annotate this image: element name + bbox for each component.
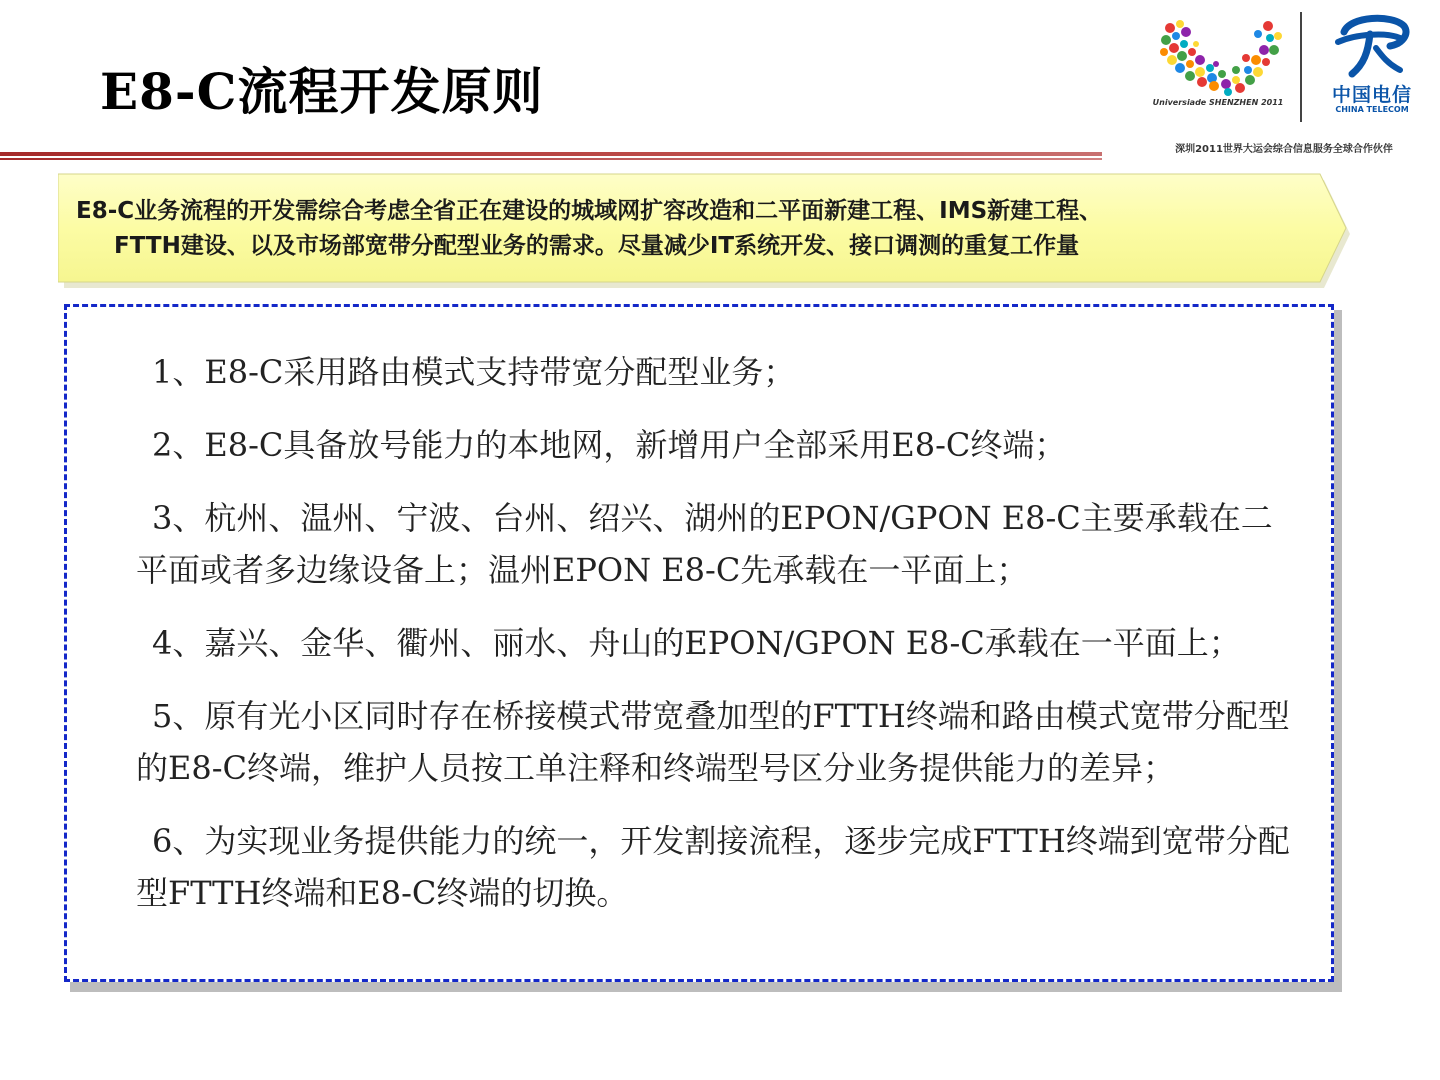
header-divider xyxy=(0,152,1102,156)
principle-item-4: 4、嘉兴、金华、衢州、丽水、舟山的EPON/GPON E8-C承载在一平面上； xyxy=(152,624,1241,662)
china-telecom-logo-icon xyxy=(1330,12,1414,80)
slide-title: E8-C流程开发原则 xyxy=(100,62,544,121)
summary-callout xyxy=(58,172,1354,292)
callout-text xyxy=(76,194,1326,264)
principle-item-1: 1、E8-C采用路由模式支持带宽分配型业务； xyxy=(152,353,796,391)
callout-line-2: FTTH建设、以及市场部宽带分配型业务的需求。尽量减少IT系统开发、接口调测的重复工作量 xyxy=(114,233,1080,259)
principle-item-2: 2、E8-C具备放号能力的本地网，新增用户全部采用E8-C终端； xyxy=(152,426,1067,464)
principle-item-3: 3、杭州、温州、宁波、台州、绍兴、湖州的EPON/GPON E8-C主要承载在二平面或者多边缘设备上；温州EPON E8-C先承载在一平面上； xyxy=(136,499,1273,589)
principles-list xyxy=(136,346,1296,940)
callout-line-1: E8-C业务流程的开发需综合考虑全省正在建设的城域网扩容改造和二平面新建工程、IMS新建工程、 xyxy=(76,198,1103,224)
universiade-logo-icon xyxy=(1150,14,1290,124)
header-divider-thin xyxy=(0,158,1102,160)
logo-divider xyxy=(1300,12,1302,122)
partner-tagline: 深圳2011世界大运会综合信息服务全球合作伙伴 xyxy=(1175,144,1393,155)
principle-item-6: 6、为实现业务提供能力的统一，开发割接流程，逐步完成FTTH终端到宽带分配型FTTH终端和E8-C终端的切换。 xyxy=(136,822,1290,912)
china-telecom-name-cn: 中国电信 xyxy=(1331,84,1412,106)
principle-item-5: 5、原有光小区同时存在桥接模式带宽叠加型的FTTH终端和路由模式宽带分配型的E8-C终端，维护人员按工单注释和终端型号区分业务提供能力的差异； xyxy=(136,697,1290,787)
universiade-caption: Universiade SHENZHEN 2011 xyxy=(1152,98,1284,107)
china-telecom-name-en: CHINA TELECOM xyxy=(1335,105,1409,114)
